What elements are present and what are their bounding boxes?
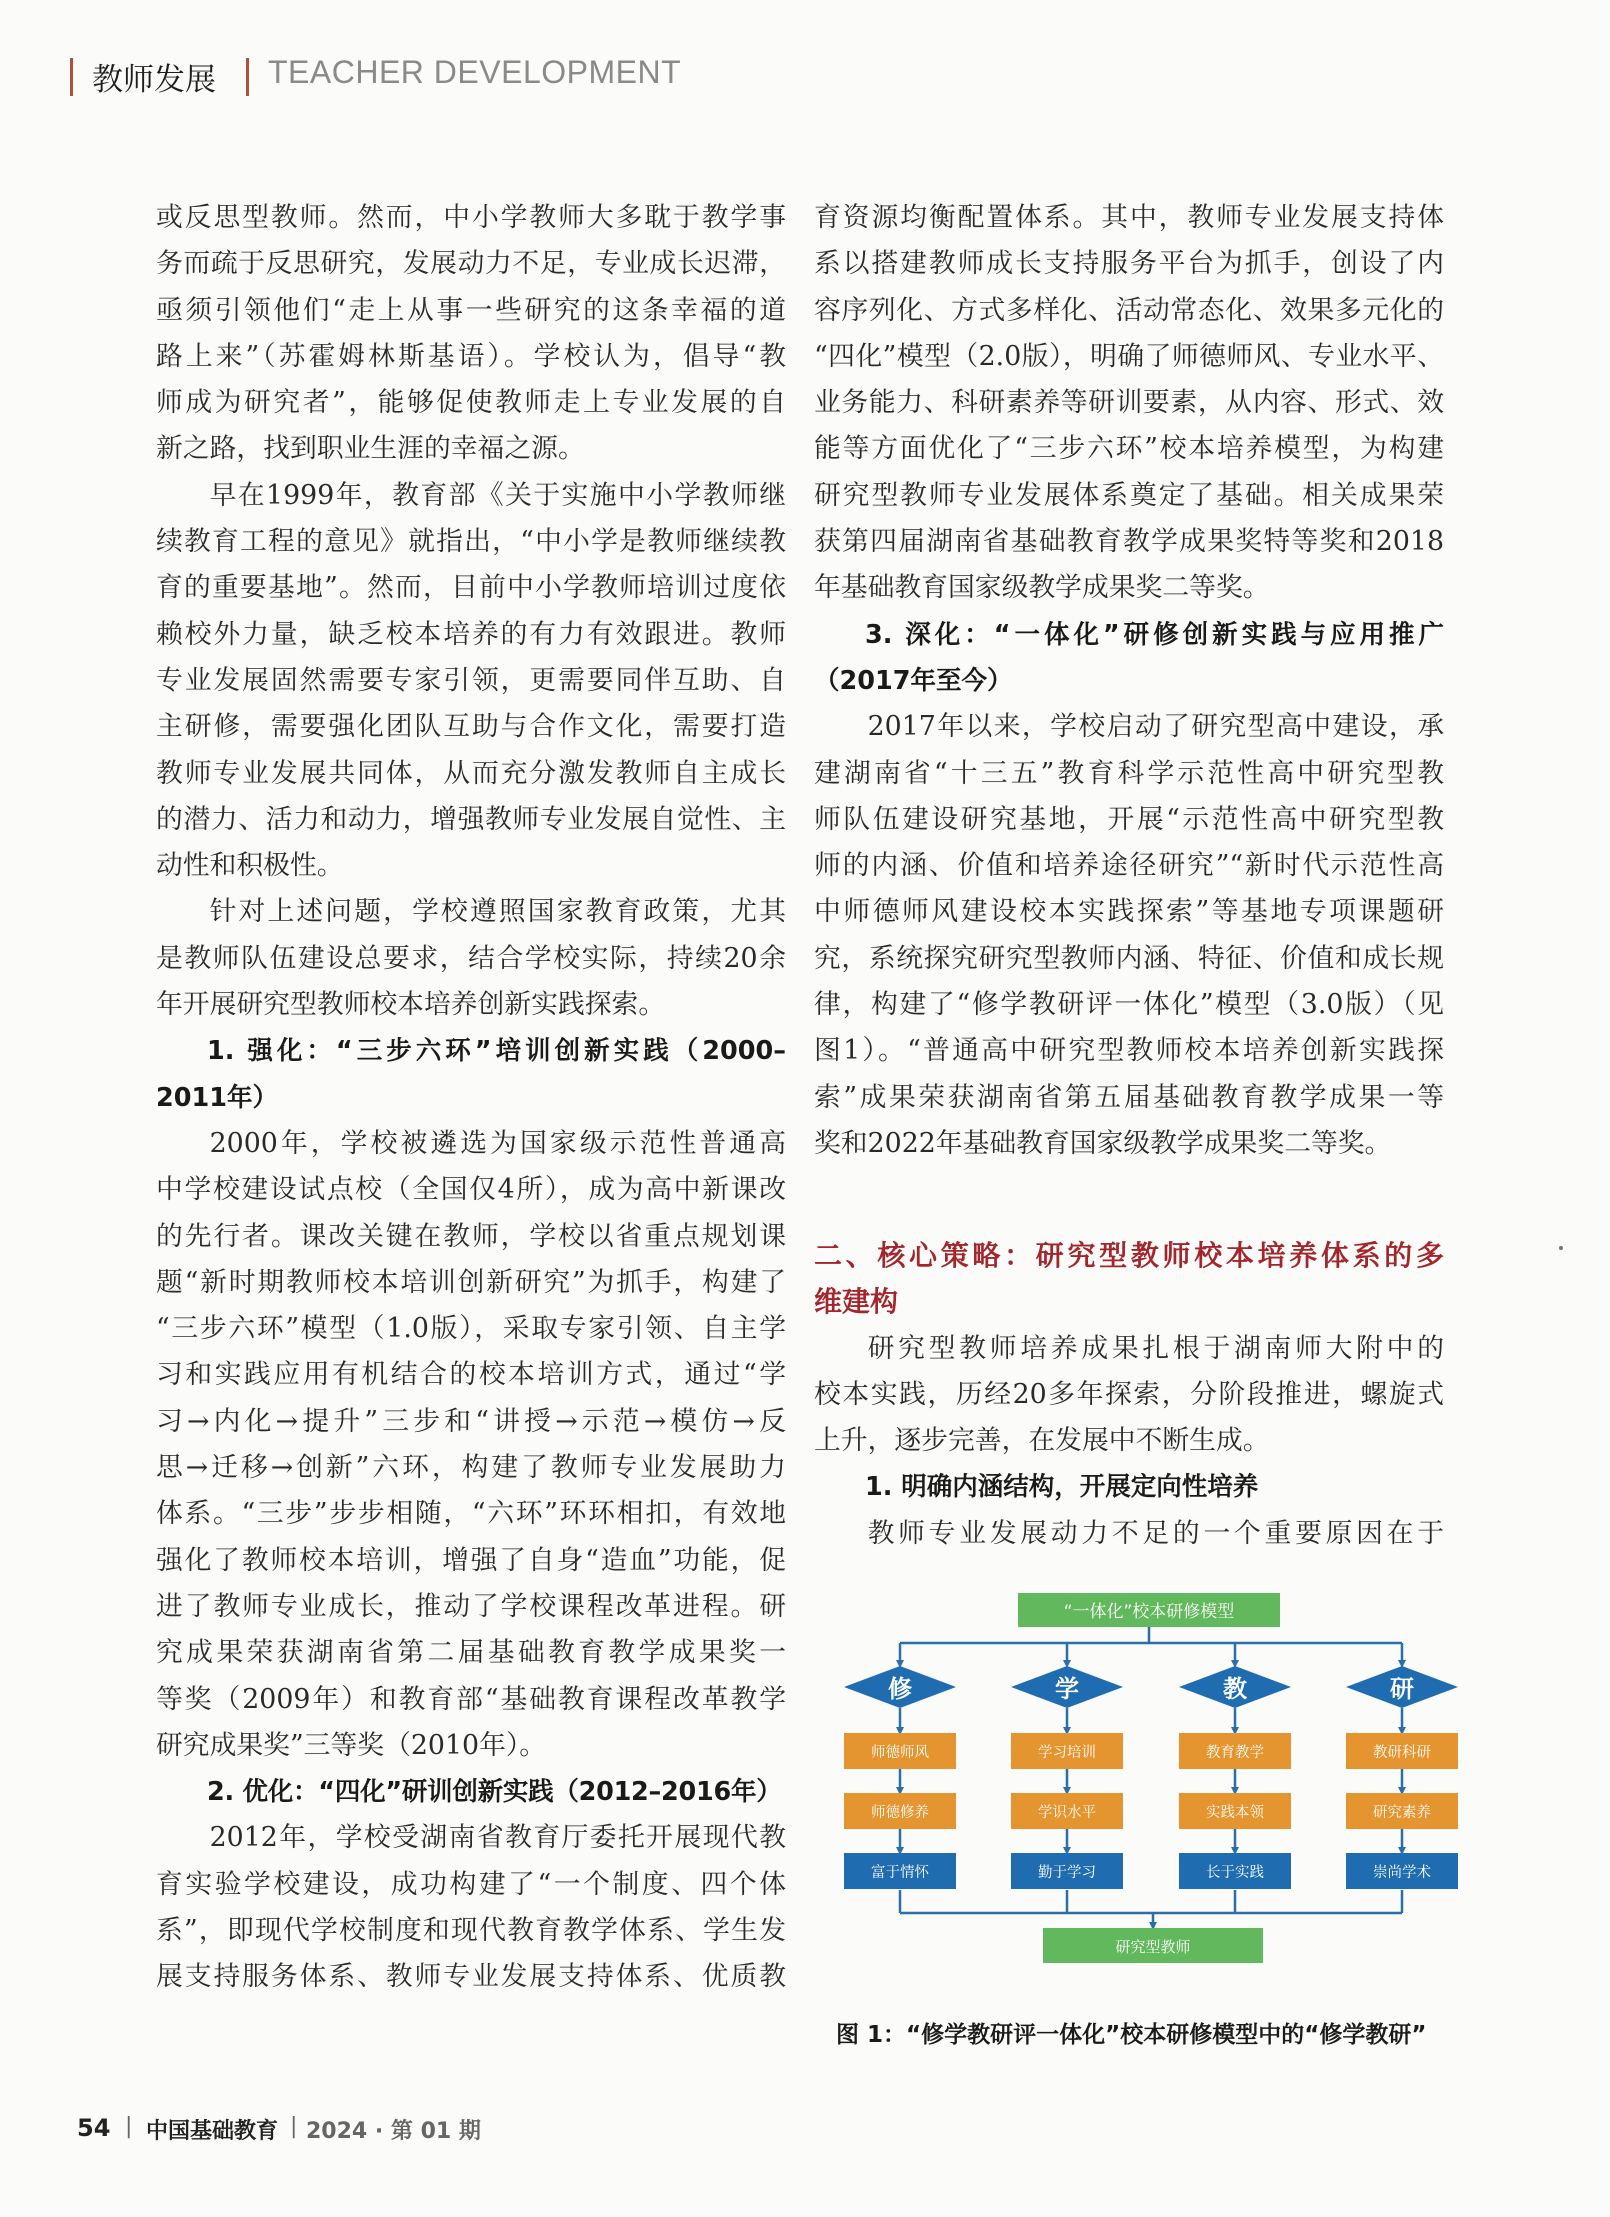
paragraph xyxy=(156,889,786,1028)
text-line: 针对上述问题，学校遵照国家教育政策，尤其 xyxy=(209,896,786,928)
text-line: 教师专业发展共同体，从而充分激发教师自主成长 xyxy=(156,757,786,789)
text-line: 2. 优化：“四化”研训创新实践（2012–2016年） xyxy=(207,1777,782,1808)
text-line: 的潜力、活力和动力，增强教师专业发展自觉性、主 xyxy=(156,803,786,835)
text-line: 业务能力、科研素养等研训要素，从内容、形式、效 xyxy=(814,387,1444,419)
text-line: 动性和积极性。 xyxy=(156,850,344,882)
model-box-label: 教研科研 xyxy=(1373,1745,1431,1761)
text-line: 索”成果荣获湖南省第五届基础教育教学成果一等 xyxy=(814,1081,1444,1113)
paragraph xyxy=(814,704,1444,1167)
text-line: 路上来”（苏霍姆林斯基语）。学校认为，倡导“教 xyxy=(156,340,786,372)
footer-separator: | xyxy=(290,2114,298,2139)
model-box-label: 勤于学习 xyxy=(1038,1865,1096,1881)
text-line: 思→迁移→创新”六环，构建了教师专业发展助力 xyxy=(156,1452,786,1484)
paragraph xyxy=(156,1121,786,1769)
paragraph xyxy=(814,195,1444,612)
text-line: 新之路，找到职业生涯的幸福之源。 xyxy=(156,433,585,465)
paragraph xyxy=(156,1815,786,2000)
text-line: 系以搭建教师成长支持服务平台为抓手，创设了内 xyxy=(814,248,1444,280)
text-line: 是教师队伍建设总要求，结合学校实际，持续20余 xyxy=(156,942,786,974)
model-box-label: 实践本领 xyxy=(1206,1805,1264,1821)
diamond-label: 学 xyxy=(1055,1675,1079,1703)
diamond-label: 研 xyxy=(1390,1675,1414,1703)
text-line: “四化”模型（2.0版），明确了师德师风、专业水平、 xyxy=(814,340,1444,372)
text-line: 中师德师风建设校本实践探索”等基地专项课题研 xyxy=(814,896,1444,928)
text-line: 中学校建设试点校（全国仅4所），成为高中新课改 xyxy=(156,1174,786,1206)
text-line: 研究成果奖”三等奖（2010年）。 xyxy=(156,1729,547,1761)
text-line: 等奖（2009年）和教育部“基础教育课程改革教学 xyxy=(156,1683,786,1715)
section-title-en: TEACHER DEVELOPMENT xyxy=(268,54,682,90)
text-line: 究成果荣获湖南省第二届基础教育教学成果奖一 xyxy=(156,1637,786,1669)
model-box-label: 研究素养 xyxy=(1373,1805,1431,1821)
subheading xyxy=(156,1769,786,1815)
text-line: 2012年，学校受湖南省教育厅委托开展现代教 xyxy=(209,1822,786,1854)
text-line: 亟须引领他们“走上从事一些研究的这条幸福的道 xyxy=(156,294,786,326)
subheading xyxy=(156,1028,786,1121)
text-line: 研究型教师培养成果扎根于湖南师大附中的 xyxy=(867,1332,1444,1364)
model-box-label: 富于情怀 xyxy=(871,1865,929,1881)
figure-caption: 图 1：“修学教研评一体化”校本研修模型中的“修学教研” xyxy=(836,2022,1427,2048)
text-line: 年基础教育国家级教学成果奖二等奖。 xyxy=(814,572,1270,604)
text-line: 习→内化→提升”三步和“讲授→示范→模仿→反 xyxy=(156,1405,786,1437)
text-line: 务而疏于反思研究，发展动力不足，专业成长迟滞， xyxy=(156,248,786,280)
text-line: 育实验学校建设，成功构建了“一个制度、四个体 xyxy=(156,1868,786,1900)
text-line: 上升，逐步完善，在发展中不断生成。 xyxy=(814,1425,1270,1457)
text-line: 的先行者。课改关键在教师，学校以省重点规划课 xyxy=(156,1220,786,1252)
model-box-label: 教育教学 xyxy=(1206,1745,1264,1761)
subheading xyxy=(814,612,1444,705)
text-line: 专业发展固然需要专家引领，更需要同伴互助、自 xyxy=(156,664,786,696)
subheading xyxy=(814,1464,1444,1510)
text-line: 究，系统探究研究型教师内涵、特征、价值和成长规 xyxy=(814,942,1444,974)
text-line: 主研修，需要强化团队互助与合作文化，需要打造 xyxy=(156,711,786,743)
text-line: 奖和2022年基础教育国家级教学成果奖二等奖。 xyxy=(814,1127,1392,1159)
header-bar-mid xyxy=(246,58,249,96)
diagram-connectors xyxy=(900,1627,1402,1926)
model-box-label: 师德修养 xyxy=(871,1805,929,1821)
text-line: 二、核心策略：研究型教师校本培养体系的多 xyxy=(814,1239,1444,1272)
text-line: “三步六环”模型（1.0版），采取专家引领、自主学 xyxy=(156,1313,786,1345)
text-line: 容序列化、方式多样化、活动常态化、效果多元化的 xyxy=(814,294,1444,326)
text-line: 师队伍建设研究基地，开展“示范性高中研究型教 xyxy=(814,803,1444,835)
text-line: 习和实践应用有机结合的校本培训方式，通过“学 xyxy=(156,1359,786,1391)
text-line: 育的重要基地”。然而，目前中小学教师培训过度依 xyxy=(156,572,786,604)
text-line: 维建构 xyxy=(814,1285,899,1319)
text-line: 3. 深化：“一体化”研修创新实践与应用推广 xyxy=(865,619,1444,650)
text-line: 师的内涵、价值和培养途径研究”“新时代示范性高 xyxy=(814,850,1444,882)
text-line: 律，构建了“修学教研评一体化”模型（3.0版）（见 xyxy=(814,989,1444,1021)
text-line: 早在1999年，教育部《关于实施中小学教师继 xyxy=(209,479,786,511)
section-heading xyxy=(814,1233,1444,1326)
text-column-right-bottom xyxy=(814,1233,1444,1557)
header-bar-left xyxy=(70,58,73,96)
diamond-label: 修 xyxy=(888,1675,912,1703)
model-box-label: 崇尚学术 xyxy=(1373,1865,1431,1881)
bottom-box-label: 研究型教师 xyxy=(1115,1938,1191,1956)
text-line: 2017年以来，学校启动了研究型高中建设，承 xyxy=(867,711,1444,743)
text-line: 育资源均衡配置体系。其中，教师专业发展支持体 xyxy=(814,202,1444,233)
text-line: 1. 明确内涵结构，开展定向性培养 xyxy=(865,1472,1259,1503)
model-box-label: 长于实践 xyxy=(1206,1865,1264,1881)
issue-label: 2024 · 第 01 期 xyxy=(306,2119,481,2144)
top-box-label: “一体化”校本研修模型 xyxy=(1063,1602,1235,1622)
model-box-label: 学习培训 xyxy=(1038,1745,1096,1761)
text-line: 校本实践，历经20多年探索，分阶段推进，螺旋式 xyxy=(814,1378,1444,1410)
diamond-label: 教 xyxy=(1223,1675,1247,1703)
text-line: 赖校外力量，缺乏校本培养的有力有效跟进。教师 xyxy=(156,618,786,650)
model-box-label: 师德师风 xyxy=(871,1745,929,1761)
section-title-cn: 教师发展 xyxy=(92,62,216,98)
footer-separator: | xyxy=(125,2114,133,2139)
text-column-right-top xyxy=(814,195,1444,1167)
text-line: 图1）。“普通高中研究型教师校本培养创新实践探 xyxy=(814,1035,1444,1067)
scan-speck xyxy=(1559,1246,1563,1250)
text-line: 或反思型教师。然而，中小学教师大多耽于教学事 xyxy=(156,202,786,233)
model-box-label: 学识水平 xyxy=(1038,1805,1096,1821)
text-line: 展支持服务体系、教师专业发展支持体系、优质教 xyxy=(156,1961,786,1993)
text-line: 师成为研究者”，能够促使教师走上专业发展的自 xyxy=(156,387,786,419)
text-line: 强化了教师校本培训，增强了自身“造血”功能，促 xyxy=(156,1544,786,1576)
text-line: 体系。“三步”步步相随，“六环”环环相扣，有效地 xyxy=(156,1498,786,1530)
paragraph xyxy=(814,1326,1444,1465)
text-line: 续教育工程的意见》就指出，“中小学是教师继续教 xyxy=(156,526,786,558)
page-number: 54 xyxy=(77,2114,111,2142)
text-line: 1. 强化：“三步六环”培训创新实践（2000– xyxy=(207,1036,786,1067)
text-line: 教师专业发展动力不足的一个重要原因在于 xyxy=(867,1517,1444,1549)
text-line: 建湖南省“十三五”教育科学示范性高中研究型教 xyxy=(814,757,1444,789)
text-line: 2000年，学校被遴选为国家级示范性普通高 xyxy=(209,1127,786,1159)
text-line: 题“新时期教师校本培训创新研究”为抓手，构建了 xyxy=(156,1266,786,1298)
paragraph xyxy=(814,1511,1444,1557)
paragraph xyxy=(156,195,786,473)
text-line: 研究型教师专业发展体系奠定了基础。相关成果荣 xyxy=(814,479,1444,511)
text-column-left xyxy=(156,195,786,2001)
text-line: 进了教师专业成长，推动了学校课程改革进程。研 xyxy=(156,1590,786,1622)
text-line: 2011年） xyxy=(156,1082,278,1113)
paragraph xyxy=(156,473,786,890)
text-line: 获第四届湖南省基础教育教学成果奖特等奖和2018 xyxy=(814,526,1444,558)
text-line: 年开展研究型教师校本培养创新实践探索。 xyxy=(156,989,666,1021)
journal-name: 中国基础教育 xyxy=(146,2118,279,2144)
figure-1-diagram xyxy=(820,1580,1500,2000)
text-line: （2017年至今） xyxy=(814,665,1013,696)
text-line: 系”，即现代学校制度和现代教育教学体系、学生发 xyxy=(156,1914,786,1946)
text-line: 能等方面优化了“三步六环”校本培养模型，为构建 xyxy=(814,433,1444,465)
